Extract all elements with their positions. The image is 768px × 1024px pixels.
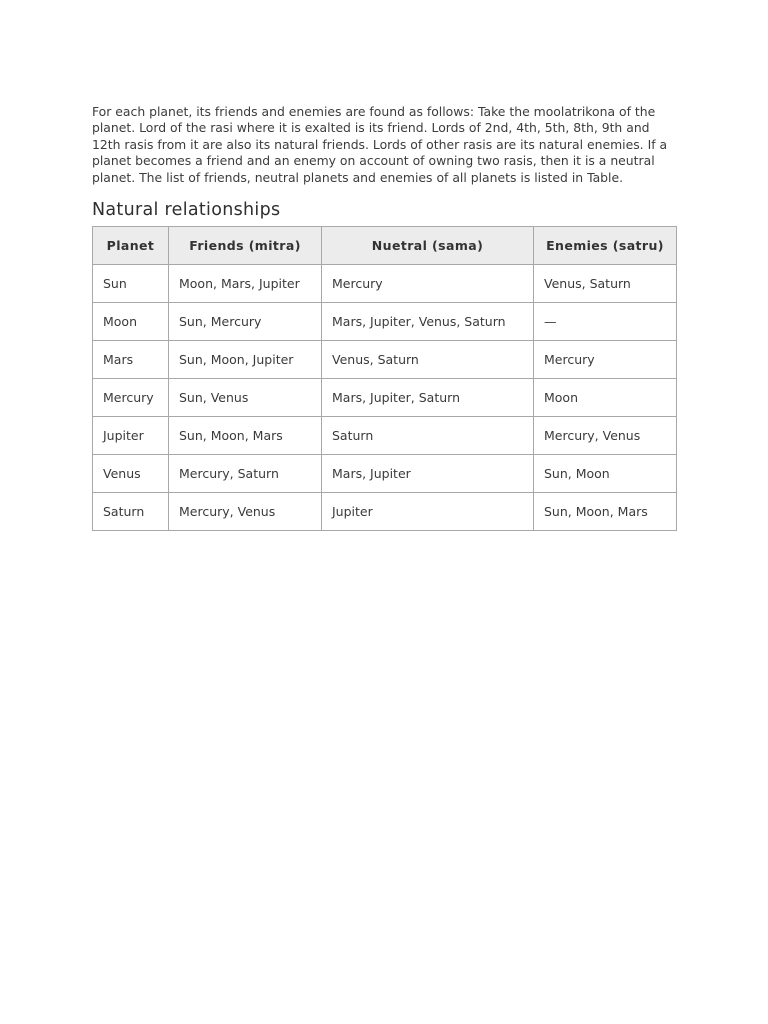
cell-friends: Sun, Moon, Jupiter xyxy=(169,341,322,379)
cell-planet: Sun xyxy=(93,265,169,303)
cell-enemies: Moon xyxy=(534,379,677,417)
cell-planet: Saturn xyxy=(93,493,169,531)
cell-friends: Sun, Moon, Mars xyxy=(169,417,322,455)
cell-enemies: — xyxy=(534,303,677,341)
cell-planet: Mars xyxy=(93,341,169,379)
table-row xyxy=(93,493,677,531)
cell-enemies: Mercury, Venus xyxy=(534,417,677,455)
table-row xyxy=(93,303,677,341)
table-row xyxy=(93,379,677,417)
table-row xyxy=(93,455,677,493)
cell-neutral: Mercury xyxy=(322,265,534,303)
cell-enemies: Mercury xyxy=(534,341,677,379)
header-friends: Friends (mitra) xyxy=(169,227,322,265)
table-row xyxy=(93,417,677,455)
cell-neutral: Saturn xyxy=(322,417,534,455)
cell-planet: Mercury xyxy=(93,379,169,417)
table-row xyxy=(93,341,677,379)
cell-enemies: Sun, Moon, Mars xyxy=(534,493,677,531)
cell-planet: Venus xyxy=(93,455,169,493)
cell-neutral: Mars, Jupiter, Venus, Saturn xyxy=(322,303,534,341)
cell-neutral: Venus, Saturn xyxy=(322,341,534,379)
cell-friends: Mercury, Saturn xyxy=(169,455,322,493)
cell-friends: Sun, Venus xyxy=(169,379,322,417)
cell-neutral: Mars, Jupiter, Saturn xyxy=(322,379,534,417)
cell-planet: Jupiter xyxy=(93,417,169,455)
document-page xyxy=(92,104,676,531)
intro-paragraph: For each planet, its friends and enemies are found as follows: Take the moolatrikona of the planet. Lord of the rasi where it is exalted is its friend. Lords of 2nd, 4th, 5th, 8th, 9th and 12th rasis from it are also its natural friends. Lords of other rasis are its natural enemies. If a planet becomes a friend and an enemy on account of owning two rasis, then it is a neutral planet. The list of friends, neutral planets and enemies of all planets is listed in Table. xyxy=(92,104,668,185)
cell-enemies: Venus, Saturn xyxy=(534,265,677,303)
table-row xyxy=(93,265,677,303)
cell-neutral: Mars, Jupiter xyxy=(322,455,534,493)
cell-friends: Sun, Mercury xyxy=(169,303,322,341)
header-neutral: Nuetral (sama) xyxy=(322,227,534,265)
cell-friends: Mercury, Venus xyxy=(169,493,322,531)
relationships-table xyxy=(92,226,677,531)
table-header-row xyxy=(93,227,677,265)
cell-planet: Moon xyxy=(93,303,169,341)
header-planet: Planet xyxy=(93,227,169,265)
section-title: Natural relationships xyxy=(92,200,281,221)
cell-neutral: Jupiter xyxy=(322,493,534,531)
cell-friends: Moon, Mars, Jupiter xyxy=(169,265,322,303)
cell-enemies: Sun, Moon xyxy=(534,455,677,493)
header-enemies: Enemies (satru) xyxy=(534,227,677,265)
